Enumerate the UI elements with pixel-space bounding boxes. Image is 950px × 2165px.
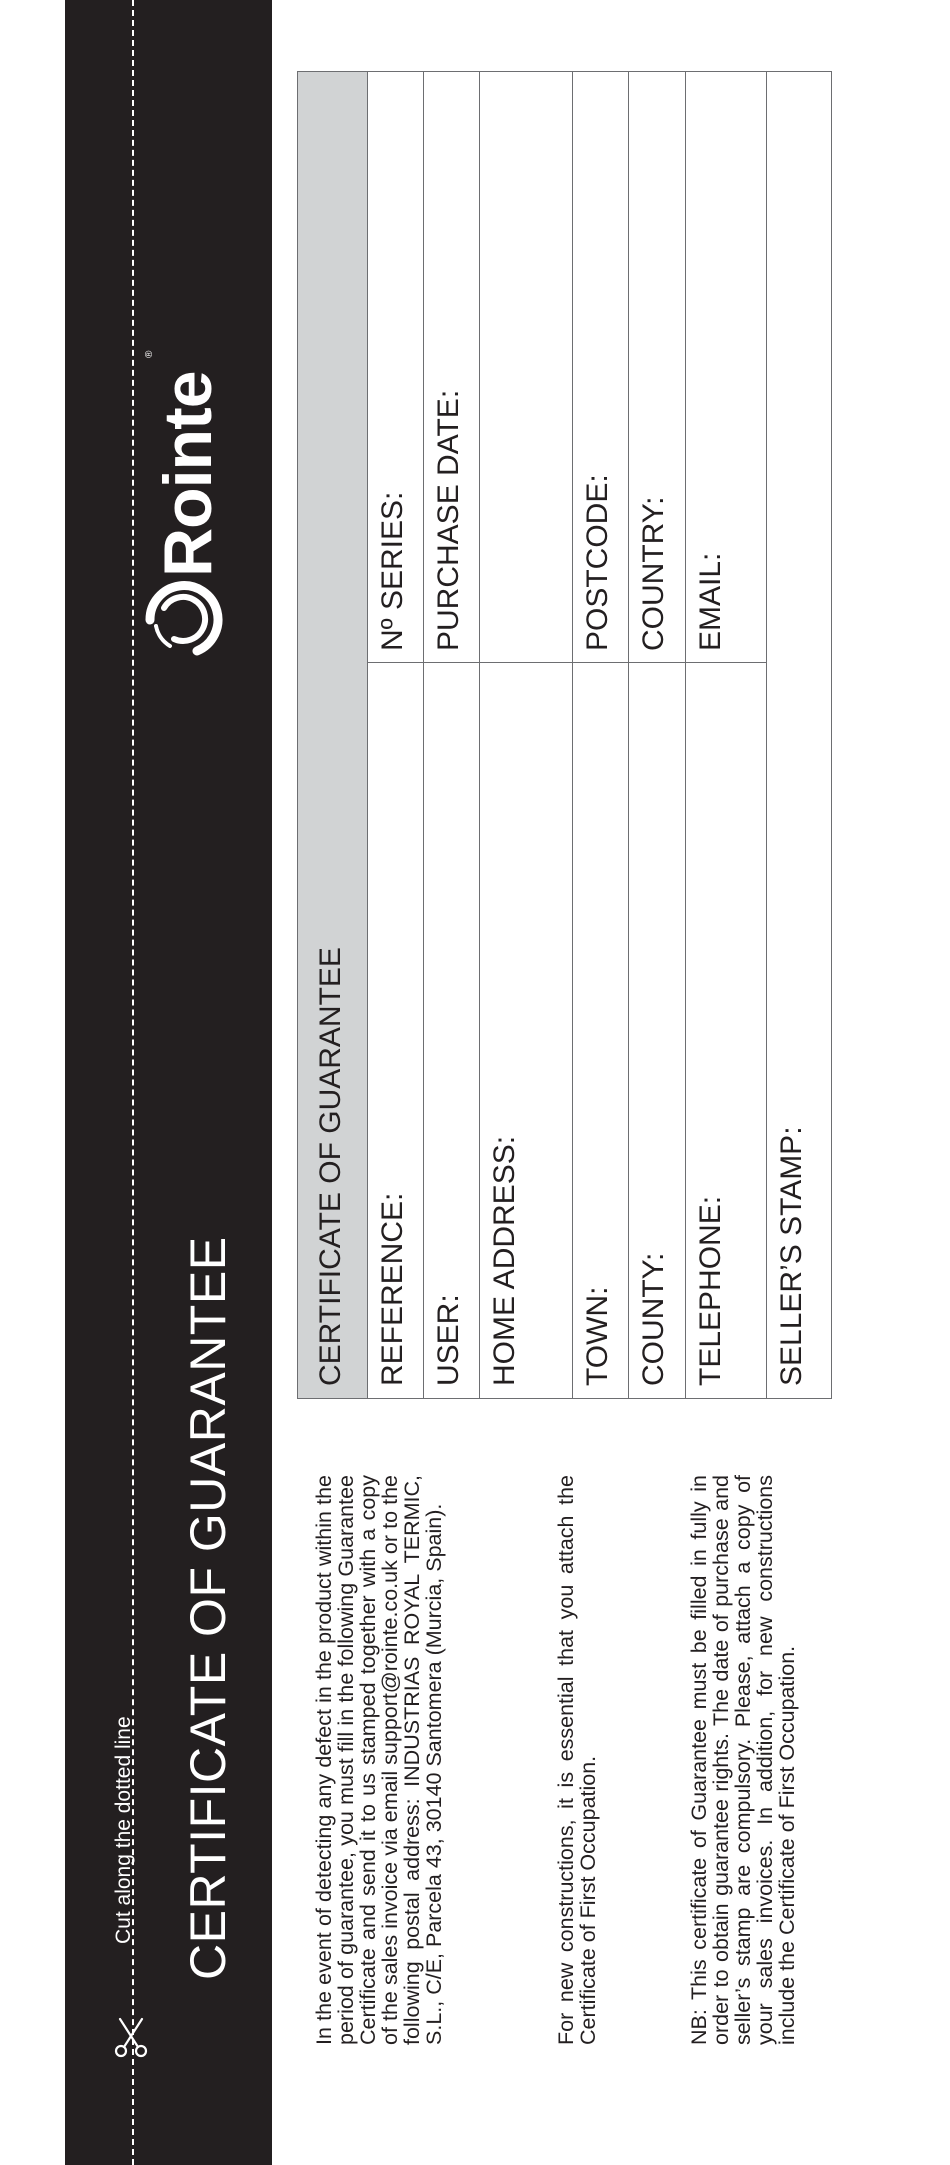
purchase-date-field[interactable]: PURCHASE DATE: <box>432 389 465 651</box>
user-field[interactable]: USER: <box>432 1294 465 1386</box>
form-row-reference <box>368 72 424 1398</box>
telephone-field[interactable]: TELEPHONE: <box>694 1195 727 1386</box>
form-row-user <box>424 72 480 1398</box>
band-title: CERTIFICATE OF GUARANTEE <box>180 1236 236 1980</box>
form-row-address <box>480 72 573 1398</box>
form-row-town <box>573 72 629 1398</box>
form-heading: CERTIFICATE OF GUARANTEE <box>314 947 347 1386</box>
form-row-stamp <box>767 72 833 1398</box>
registered-mark: ® <box>144 350 155 358</box>
instructions-paragraph: In the event of detecting any defect in the product within the period of guarantee, you must fill in the following Guarantee Certificate and send it to us stamped together with a copy of the sales invoice via email support@rointe.co.uk or to the following postal address: INDUSTRIAS ROYAL TERMIC, S.L., C/E, Parcela 43, 30140 Santomera (Murcia, Spain). <box>312 1475 446 2045</box>
country-field[interactable]: COUNTRY: <box>637 496 670 651</box>
nb-note: NB: This certificate of Guarantee must be filled in fully in order to obtain guarantee rights. The date of purchase and seller’s stamp are compulsory. Please, attach a copy of your sales invoices. In addition, for new constructions include the Certificate of First Occupation. <box>687 1475 799 2045</box>
serial-number-field[interactable]: Nº SERIES: <box>376 491 409 651</box>
reference-field[interactable]: REFERENCE: <box>376 1192 409 1386</box>
postcode-field[interactable]: POSTCODE: <box>581 474 614 651</box>
scissors-icon <box>106 2012 156 2062</box>
cut-instruction: Cut along the dotted line <box>112 1716 135 1944</box>
town-field[interactable]: TOWN: <box>581 1286 614 1386</box>
sellers-stamp-field[interactable]: SELLER’S STAMP: <box>775 1126 808 1386</box>
new-construction-note: For new constructions, it is essential that you attach the Certificate of First Occupation. <box>554 1475 600 2045</box>
guarantee-form <box>297 71 832 1399</box>
form-heading-row <box>298 72 368 1398</box>
home-address-field[interactable]: HOME ADDRESS: <box>488 1135 521 1386</box>
county-field[interactable]: COUNTY: <box>637 1252 670 1386</box>
form-row-county <box>629 72 686 1398</box>
rointe-logo <box>142 371 234 660</box>
header-band <box>65 0 272 2165</box>
form-row-telephone <box>686 72 767 1398</box>
email-field[interactable]: EMAIL: <box>694 552 727 651</box>
rointe-swirl-icon <box>144 580 224 660</box>
logo-wordmark: Rointe <box>150 371 226 577</box>
